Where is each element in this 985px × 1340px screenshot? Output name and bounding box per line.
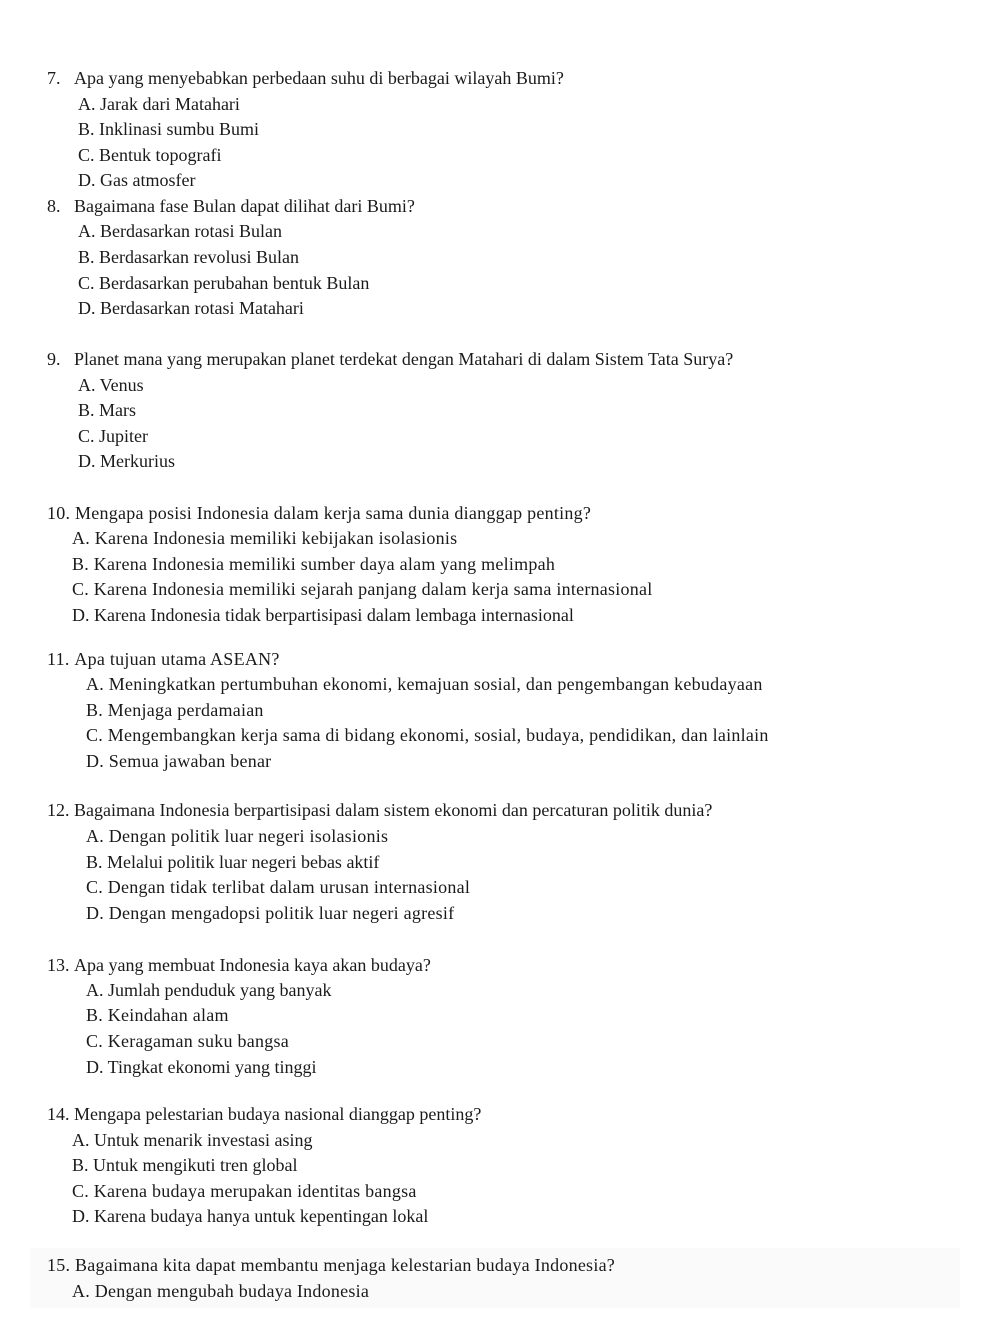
question-11-option-c: C. Mengembangkan kerja sama di bidang ekonomi, sosial, budaya, pendidikan, dan lainlain [86, 725, 769, 745]
question-7: 7. Apa yang menyebabkan perbedaan suhu di berbagai wilayah Bumi? [47, 68, 564, 88]
question-9: 9. Planet mana yang merupakan planet terdekat dengan Matahari di dalam Sistem Tata Surya? [47, 349, 734, 369]
question-8-option-c: C. Berdasarkan perubahan bentuk Bulan [78, 273, 370, 293]
question-14: 14. Mengapa pelestarian budaya nasional dianggap penting? [47, 1104, 482, 1124]
question-11-option-d: D. Semua jawaban benar [86, 751, 272, 771]
question-7-option-c: C. Bentuk topografi [78, 145, 222, 165]
question-13-option-d: D. Tingkat ekonomi yang tinggi [86, 1057, 317, 1077]
question-8-option-d: D. Berdasarkan rotasi Matahari [78, 298, 304, 318]
question-13-option-b: B. Keindahan alam [86, 1005, 229, 1025]
question-7-option-d: D. Gas atmosfer [78, 170, 196, 190]
question-9-option-c: C. Jupiter [78, 426, 148, 446]
question-10-option-a: A. Karena Indonesia memiliki kebijakan isolasionis [72, 528, 458, 548]
question-12-option-d: D. Dengan mengadopsi politik luar negeri agresif [86, 903, 455, 923]
question-7-option-a: A. Jarak dari Matahari [78, 94, 240, 114]
question-12: 12. Bagaimana Indonesia berpartisipasi dalam sistem ekonomi dan percaturan politik dunia? [47, 800, 713, 820]
question-12-option-b: B. Melalui politik luar negeri bebas aktif [86, 852, 380, 872]
question-13: 13. Apa yang membuat Indonesia kaya akan budaya? [47, 955, 431, 975]
question-10-option-c: C. Karena Indonesia memiliki sejarah panjang dalam kerja sama internasional [72, 579, 653, 599]
question-15: 15. Bagaimana kita dapat membantu menjaga kelestarian budaya Indonesia? [47, 1255, 616, 1275]
question-14-option-c: C. Karena budaya merupakan identitas bangsa [72, 1181, 417, 1201]
question-8-option-b: B. Berdasarkan revolusi Bulan [78, 247, 299, 267]
question-14-option-b: B. Untuk mengikuti tren global [72, 1155, 298, 1175]
question-14-option-a: A. Untuk menarik investasi asing [72, 1130, 313, 1150]
question-12-option-a: A. Dengan politik luar negeri isolasionis [86, 826, 389, 846]
question-8: 8. Bagaimana fase Bulan dapat dilihat dari Bumi? [47, 196, 415, 216]
question-14-option-d: D. Karena budaya hanya untuk kepentingan lokal [72, 1206, 429, 1226]
question-15-option-a: A. Dengan mengubah budaya Indonesia [72, 1281, 370, 1301]
question-10-option-b: B. Karena Indonesia memiliki sumber daya alam yang melimpah [72, 554, 556, 574]
question-9-option-d: D. Merkurius [78, 451, 175, 471]
question-11: 11. Apa tujuan utama ASEAN? [47, 649, 280, 669]
question-12-option-c: C. Dengan tidak terlibat dalam urusan internasional [86, 877, 471, 897]
question-8-option-a: A. Berdasarkan rotasi Bulan [78, 221, 282, 241]
question-9-option-a: A. Venus [78, 375, 144, 395]
question-7-option-b: B. Inklinasi sumbu Bumi [78, 119, 260, 139]
question-13-option-a: A. Jumlah penduduk yang banyak [86, 980, 332, 1000]
question-11-option-b: B. Menjaga perdamaian [86, 700, 264, 720]
question-10: 10. Mengapa posisi Indonesia dalam kerja sama dunia dianggap penting? [47, 503, 592, 523]
question-13-option-c: C. Keragaman suku bangsa [86, 1031, 289, 1051]
question-10-option-d: D. Karena Indonesia tidak berpartisipasi dalam lembaga internasional [72, 605, 574, 625]
question-9-option-b: B. Mars [78, 400, 136, 420]
question-11-option-a: A. Meningkatkan pertumbuhan ekonomi, kemajuan sosial, dan pengembangan kebudayaan [86, 674, 763, 694]
